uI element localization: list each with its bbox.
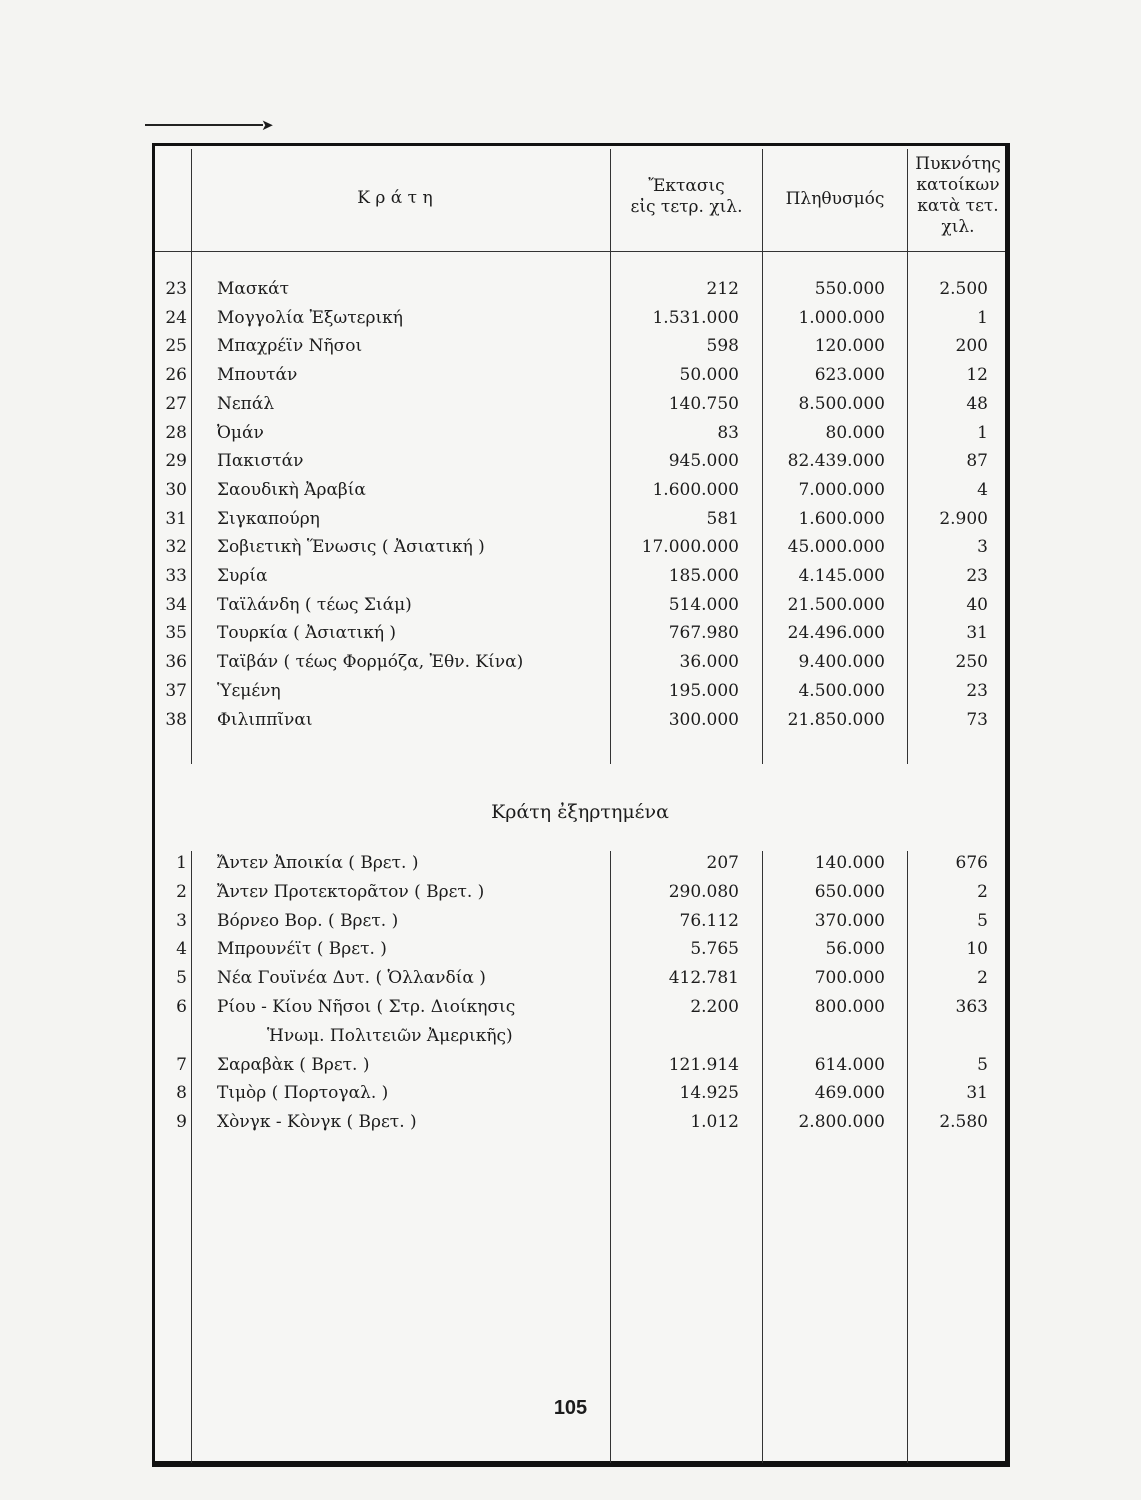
row-name: Ταϊλάνδη ( τέως Σιάμ) bbox=[217, 594, 412, 615]
row-number: 28 bbox=[165, 422, 187, 443]
row-area: 212 bbox=[706, 279, 739, 299]
row-population: 1.000.000 bbox=[798, 307, 885, 328]
header-density: Πυκνότης κατοίκων κατὰ τετ. χιλ. bbox=[915, 154, 1001, 237]
row-area: 50.000 bbox=[679, 365, 739, 386]
arrow-head-icon: ➤ bbox=[261, 116, 274, 134]
row-density: 250 bbox=[955, 652, 988, 673]
row-number: 29 bbox=[165, 451, 187, 472]
row-number: 32 bbox=[165, 537, 187, 558]
row-density: 87 bbox=[966, 451, 988, 472]
row-density: 2.500 bbox=[939, 279, 988, 299]
row-name: Μπουτάν bbox=[217, 365, 298, 386]
row-number: 33 bbox=[165, 566, 187, 586]
row-number: 35 bbox=[165, 623, 187, 644]
row-population: 140.000 bbox=[814, 853, 885, 873]
row-population: 80.000 bbox=[825, 422, 885, 443]
row-area: 14.925 bbox=[679, 1083, 739, 1104]
row-population: 7.000.000 bbox=[798, 479, 885, 500]
row-number: 8 bbox=[176, 1083, 187, 1104]
row-density: 31 bbox=[966, 623, 988, 644]
row-density: 48 bbox=[966, 393, 988, 414]
row-density: 2 bbox=[977, 968, 988, 989]
row-area: 598 bbox=[706, 336, 739, 357]
row-density: 4 bbox=[977, 479, 988, 500]
row-number: 9 bbox=[176, 1112, 187, 1133]
row-number: 5 bbox=[176, 968, 187, 989]
row-area: 1.531.000 bbox=[652, 307, 739, 328]
row-density: 3 bbox=[977, 537, 988, 558]
row-population: 650.000 bbox=[814, 881, 885, 902]
row-population: 120.000 bbox=[814, 336, 885, 357]
row-density: 200 bbox=[955, 336, 988, 357]
row-number: 36 bbox=[165, 652, 187, 673]
row-number: 24 bbox=[165, 307, 187, 328]
row-number: 37 bbox=[165, 680, 187, 701]
row-density: 2 bbox=[977, 881, 988, 902]
row-name: Μπρουνέϊτ ( Βρετ. ) bbox=[217, 939, 387, 960]
row-name: Μπαχρέϊν Νῆσοι bbox=[217, 336, 363, 357]
row-area: 1.600.000 bbox=[652, 479, 739, 500]
row-population: 1.600.000 bbox=[798, 508, 885, 529]
row-name: Χὸνγκ - Κὸνγκ ( Βρετ. ) bbox=[217, 1112, 417, 1133]
row-number: 2 bbox=[176, 881, 187, 902]
row-number: 23 bbox=[165, 279, 187, 299]
row-population: 469.000 bbox=[814, 1083, 885, 1104]
row-density: 1 bbox=[977, 422, 988, 443]
row-density: 23 bbox=[966, 566, 988, 586]
row-density: 12 bbox=[966, 365, 988, 386]
row-name: Μασκάτ bbox=[217, 279, 290, 299]
header-states: Κ ρ ά τ η bbox=[357, 188, 433, 208]
row-population: 45.000.000 bbox=[787, 537, 885, 558]
row-number: 1 bbox=[176, 853, 187, 873]
row-density: 2.900 bbox=[939, 508, 988, 529]
row-population: 82.439.000 bbox=[787, 451, 885, 472]
row-population: 2.800.000 bbox=[798, 1112, 885, 1133]
row-density: 73 bbox=[966, 709, 988, 730]
statistics-table bbox=[152, 143, 1010, 1467]
section-title: Κράτη ἐξηρτημένα bbox=[491, 801, 669, 823]
header-area: Ἔκτασις εἰς τετρ. χιλ. bbox=[630, 176, 743, 217]
row-name: Βόρνεο Βορ. ( Βρετ. ) bbox=[217, 910, 399, 931]
row-area: 767.980 bbox=[668, 623, 739, 644]
row-population: 370.000 bbox=[814, 910, 885, 931]
row-name: Φιλιππῖναι bbox=[217, 709, 313, 730]
row-density: 10 bbox=[966, 939, 988, 960]
row-number: 25 bbox=[165, 336, 187, 357]
row-population: 700.000 bbox=[814, 968, 885, 989]
row-name: Τιμὸρ ( Πορτογαλ. ) bbox=[217, 1083, 389, 1104]
row-name: Ἄντεν Προτεκτορᾶτον ( Βρετ. ) bbox=[217, 881, 485, 902]
row-population: 9.400.000 bbox=[798, 652, 885, 673]
row-density: 5 bbox=[977, 1054, 988, 1075]
row-population: 800.000 bbox=[814, 997, 885, 1017]
row-population: 623.000 bbox=[814, 365, 885, 386]
row-population: 4.500.000 bbox=[798, 680, 885, 701]
row-area: 36.000 bbox=[679, 652, 739, 673]
row-area: 945.000 bbox=[668, 451, 739, 472]
row-name: Μογγολία Ἐξωτερική bbox=[217, 307, 403, 328]
row-name: Νεπάλ bbox=[217, 393, 275, 414]
row-number: 27 bbox=[165, 393, 187, 414]
row-area: 5.765 bbox=[690, 939, 739, 960]
row-area: 300.000 bbox=[668, 709, 739, 730]
row-density: 676 bbox=[955, 853, 988, 873]
row-population: 56.000 bbox=[825, 939, 885, 960]
row-number: 4 bbox=[176, 939, 187, 960]
row-area: 290.080 bbox=[668, 881, 739, 902]
row-name: Συρία bbox=[217, 566, 268, 586]
row-area: 83 bbox=[717, 422, 739, 443]
row-density: 5 bbox=[977, 910, 988, 931]
row-density: 1 bbox=[977, 307, 988, 328]
row-number: 34 bbox=[165, 594, 187, 615]
row-name: Ρίου - Κίου Νῆσοι ( Στρ. Διοίκησις bbox=[217, 997, 516, 1017]
row-area: 207 bbox=[706, 853, 739, 873]
row-density: 363 bbox=[955, 997, 988, 1017]
row-number: 7 bbox=[176, 1054, 187, 1075]
row-name: Τουρκία ( Ἀσιατική ) bbox=[217, 623, 397, 644]
row-name: Ὀμάν bbox=[217, 422, 264, 443]
row-name: Σαραβὰκ ( Βρετ. ) bbox=[217, 1054, 370, 1075]
row-number: 26 bbox=[165, 365, 187, 386]
header-population: Πληθυσμός bbox=[785, 189, 885, 209]
row-population: 550.000 bbox=[814, 279, 885, 299]
row-area: 581 bbox=[706, 508, 739, 529]
row-name: Νέα Γουϊνέα Δυτ. ( Ὁλλανδία ) bbox=[217, 968, 486, 989]
row-population: 21.500.000 bbox=[787, 594, 885, 615]
row-area: 76.112 bbox=[679, 910, 739, 931]
row-population: 24.496.000 bbox=[787, 623, 885, 644]
row-density: 40 bbox=[966, 594, 988, 615]
row-area: 140.750 bbox=[668, 393, 739, 414]
row-number: 3 bbox=[176, 910, 187, 931]
row-name: Σοβιετικὴ Ἕνωσις ( Ἀσιατική ) bbox=[217, 537, 485, 558]
row-area: 185.000 bbox=[668, 566, 739, 586]
row-name-continued: Ἡνωμ. Πολιτειῶν Ἀμερικῆς) bbox=[267, 1026, 513, 1046]
row-population: 21.850.000 bbox=[787, 709, 885, 730]
row-number: 6 bbox=[176, 997, 187, 1017]
row-name: Ἄντεν Ἀποικία ( Βρετ. ) bbox=[217, 853, 419, 873]
row-area: 1.012 bbox=[690, 1112, 739, 1133]
row-number: 31 bbox=[165, 508, 187, 529]
row-name: Σιγκαπούρη bbox=[217, 508, 320, 529]
row-area: 195.000 bbox=[668, 680, 739, 701]
row-area: 17.000.000 bbox=[641, 537, 739, 558]
row-area: 514.000 bbox=[668, 594, 739, 615]
row-name: Ὑεμένη bbox=[217, 680, 281, 701]
row-area: 121.914 bbox=[668, 1054, 739, 1075]
row-area: 412.781 bbox=[668, 968, 739, 989]
row-area: 2.200 bbox=[690, 997, 739, 1017]
row-name: Ταϊβάν ( τέως Φορμόζα, Ἐθν. Κίνα) bbox=[217, 652, 524, 673]
page-number: 105 bbox=[553, 1397, 588, 1419]
row-number: 38 bbox=[165, 709, 187, 730]
row-number: 30 bbox=[165, 479, 187, 500]
row-population: 8.500.000 bbox=[798, 393, 885, 414]
row-name: Σαουδικὴ Ἀραβία bbox=[217, 479, 366, 500]
arrow-mark bbox=[145, 118, 275, 132]
row-density: 23 bbox=[966, 680, 988, 701]
row-population: 614.000 bbox=[814, 1054, 885, 1075]
row-density: 31 bbox=[966, 1083, 988, 1104]
row-density: 2.580 bbox=[939, 1112, 988, 1133]
row-population: 4.145.000 bbox=[798, 566, 885, 586]
row-name: Πακιστάν bbox=[217, 451, 304, 472]
